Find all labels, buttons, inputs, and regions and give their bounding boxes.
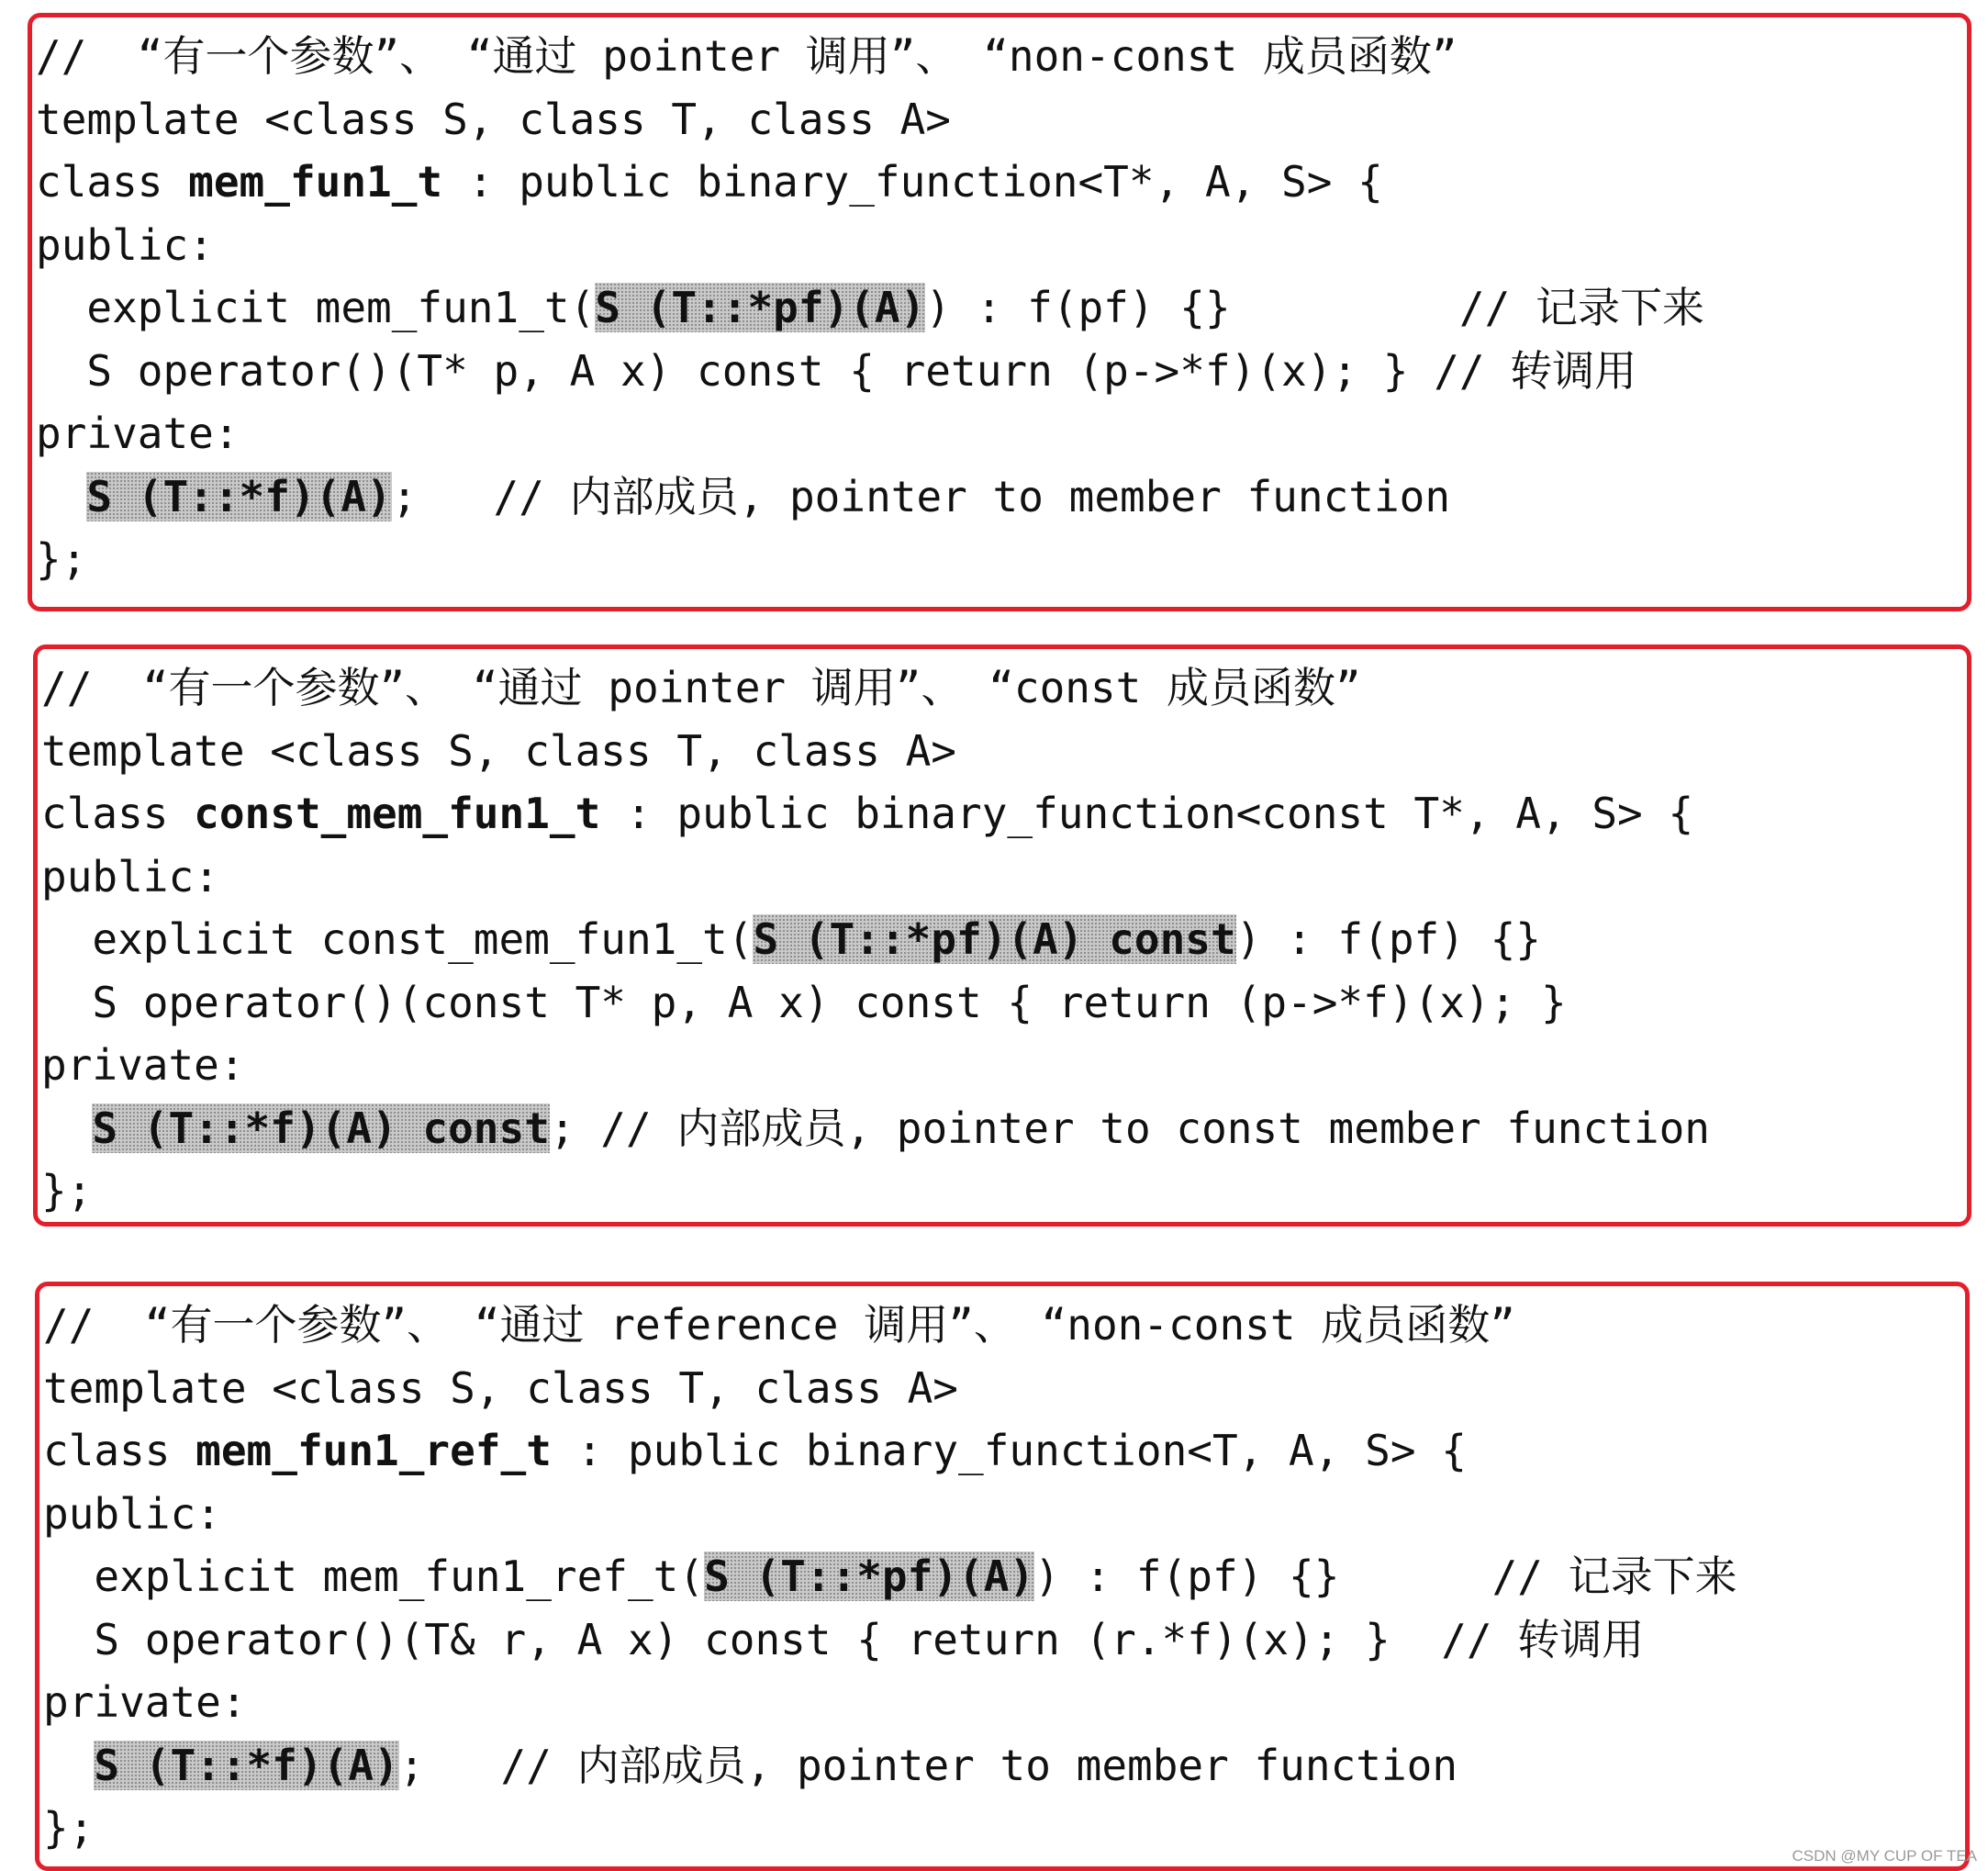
code-line <box>36 154 1383 209</box>
code-text <box>43 1741 94 1790</box>
code-line <box>43 1738 1457 1793</box>
code-line <box>43 1800 94 1855</box>
code-line <box>43 1549 1737 1604</box>
code-line <box>41 912 1541 967</box>
code-text: }; <box>43 1803 95 1853</box>
code-text: class <box>41 789 195 838</box>
code-text: template <class S, class T, class A> <box>43 1362 958 1413</box>
code-block-mem-fun1-ref-t <box>35 1282 1970 1871</box>
code-text: // “有一个参数”、 “通过 reference 调用”、 “non-const 成员函数” <box>43 1300 1515 1350</box>
code-line <box>41 1163 92 1218</box>
code-text <box>41 1104 92 1153</box>
highlighted-code: S (T::*pf)(A) <box>595 283 926 332</box>
code-text: private: <box>43 1677 247 1727</box>
code-line <box>36 406 240 461</box>
code-text: // “有一个参数”、 “通过 pointer 调用”、 “non-const 成员函数” <box>36 31 1457 81</box>
code-text: explicit mem_fun1_ref_t( <box>43 1552 705 1601</box>
code-text: template <class S, class T, class A> <box>41 725 956 776</box>
code-line <box>41 660 1361 715</box>
code-block-const-mem-fun1-t <box>33 644 1971 1227</box>
code-text: ; // 内部成员, pointer to member function <box>398 1740 1458 1790</box>
highlighted-code: S (T::*f)(A) <box>86 471 392 521</box>
highlighted-code: S (T::*pf)(A) <box>704 1552 1035 1601</box>
code-line <box>43 1423 1467 1478</box>
code-text: // “有一个参数”、 “通过 pointer 调用”、 “const 成员函数” <box>41 663 1361 712</box>
code-text: class <box>43 1426 196 1475</box>
code-text: S operator()(T& r, A x) const { return (r.*f)(x); } // 转调用 <box>43 1614 1645 1664</box>
code-text <box>36 472 86 521</box>
code-line <box>43 1297 1515 1352</box>
highlighted-code: S (T::*pf)(A) const <box>753 914 1236 964</box>
code-line <box>41 1101 1710 1156</box>
class-name: const_mem_fun1_t <box>194 789 601 838</box>
code-text: ) : f(pf) {} <box>1235 914 1541 964</box>
highlighted-code: S (T::*f)(A) const <box>92 1103 550 1153</box>
code-text: : public binary_function<const T*, A, S> { <box>600 789 1694 838</box>
class-name: mem_fun1_t <box>188 157 443 207</box>
code-line <box>43 1361 958 1416</box>
code-text: explicit mem_fun1_t( <box>36 283 596 332</box>
code-line <box>36 469 1450 524</box>
code-line <box>41 1037 245 1092</box>
code-line <box>36 280 1704 335</box>
code-text: S operator()(const T* p, A x) const { return (p->*f)(x); } <box>41 977 1567 1027</box>
code-line <box>43 1612 1644 1667</box>
code-line <box>36 92 951 147</box>
code-block-mem-fun1-t <box>28 13 1971 611</box>
code-text: ; // 内部成员, pointer to const member function <box>549 1103 1710 1153</box>
code-line <box>41 723 956 779</box>
code-line <box>36 28 1457 84</box>
code-text: private: <box>41 1040 245 1090</box>
code-line <box>43 1675 247 1730</box>
code-text: S operator()(T* p, A x) const { return (p->*f)(x); } // 转调用 <box>36 345 1637 396</box>
code-text: class <box>36 157 189 207</box>
code-line <box>43 1486 221 1541</box>
code-text: }; <box>36 534 87 584</box>
code-text: ) : f(pf) {} // 记录下来 <box>925 283 1704 332</box>
class-name: mem_fun1_ref_t <box>195 1426 552 1475</box>
highlighted-code: S (T::*f)(A) <box>94 1740 399 1790</box>
code-text: public: <box>43 1488 221 1539</box>
code-text: public: <box>41 851 219 902</box>
code-line <box>36 532 86 587</box>
code-line <box>41 975 1567 1030</box>
code-text: template <class S, class T, class A> <box>36 94 951 144</box>
code-text: : public binary_function<T, A, S> { <box>551 1426 1467 1475</box>
watermark: CSDN @MY CUP OF TEA <box>1792 1847 1977 1865</box>
code-line <box>36 218 214 273</box>
code-text: : public binary_function<T*, A, S> { <box>442 157 1383 207</box>
code-text: }; <box>41 1166 93 1216</box>
code-text: private: <box>36 409 240 458</box>
code-line <box>41 849 219 904</box>
code-text: ) : f(pf) {} // 记录下来 <box>1034 1552 1737 1601</box>
code-text: public: <box>36 219 214 270</box>
code-line <box>41 786 1693 841</box>
code-text: ; // 内部成员, pointer to member function <box>391 471 1451 521</box>
code-line <box>36 343 1636 398</box>
code-text: explicit const_mem_fun1_t( <box>41 914 754 964</box>
